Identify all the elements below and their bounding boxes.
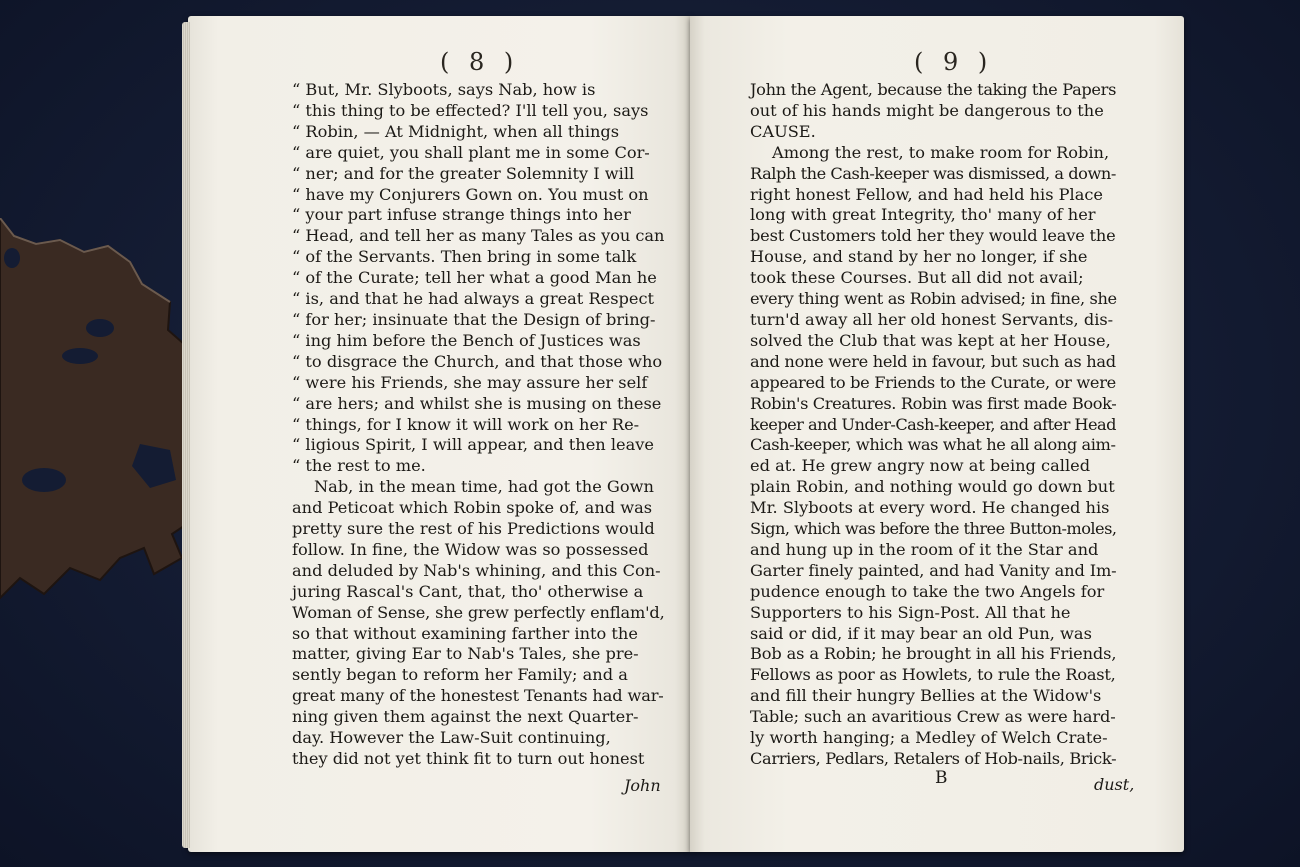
- text-line: Fellows as poor as Howlets, to rule the Roast,: [750, 665, 1116, 685]
- text-line: “ this thing to be effected? I'll tell you, says: [292, 100, 649, 120]
- text-line: Bob as a Robin; he brought in all his Friends,: [750, 644, 1117, 664]
- text-line: “ have my Conjurers Gown on. You must on: [292, 184, 649, 204]
- text-line: “ Head, and tell her as many Tales as you can: [292, 226, 665, 246]
- text-line: turn'd away all her old honest Servants, dis-: [750, 309, 1114, 329]
- text-line: ed at. He grew angry now at being called: [750, 456, 1091, 476]
- page-number-9: ( 9 ): [914, 48, 994, 76]
- text-line: great many of the honestest Tenants had war-: [292, 686, 664, 706]
- text-line: Garter finely painted, and had Vanity and Im-: [750, 560, 1117, 580]
- text-line: “ were his Friends, she may assure her self: [292, 372, 648, 392]
- text-line: “ ligious Spirit, I will appear, and then leave: [292, 435, 655, 455]
- text-line: Among the rest, to make room for Robin,: [772, 142, 1110, 162]
- text-line: matter, giving Ear to Nab's Tales, she pre-: [292, 644, 639, 664]
- text-line: Table; such an avaritious Crew as were hard-: [750, 707, 1116, 727]
- text-line: they did not yet think fit to turn out honest: [292, 749, 645, 768]
- text-line: John the Agent, because the taking the Papers: [750, 80, 1117, 99]
- text-line: pudence enough to take the two Angels for: [750, 581, 1105, 601]
- text-line: and deluded by Nab's whining, and this Con-: [292, 560, 661, 580]
- text-line: Robin's Creatures. Robin was first made Book-: [750, 393, 1117, 413]
- text-line: “ of the Curate; tell her what a good Man he: [292, 268, 657, 288]
- text-line: ly worth hanging; a Medley of Welch Crate-: [750, 728, 1108, 748]
- text-line: juring Rascal's Cant, that, tho' otherwise a: [292, 581, 644, 601]
- text-line: solved the Club that was kept at her House,: [750, 330, 1111, 350]
- right-page-text: [750, 80, 1116, 770]
- signature-mark: B: [935, 768, 948, 788]
- text-line: every thing went as Robin advised; in fine, she: [750, 289, 1117, 309]
- text-line: “ ner; and for the greater Solemnity I will: [292, 163, 635, 183]
- text-line: Carriers, Pedlars, Retalers of Hob-nails, Brick-: [750, 749, 1117, 768]
- text-line: “ But, Mr. Slyboots, says Nab, how is: [292, 80, 596, 99]
- text-line: keeper and Under-Cash-keeper, and after Head: [750, 414, 1116, 434]
- text-line: best Customers told her they would leave the: [750, 226, 1116, 246]
- text-line: “ is, and that he had always a great Respect: [292, 289, 655, 309]
- text-line: out of his hands might be dangerous to the: [750, 100, 1104, 120]
- text-line: “ things, for I know it will work on her Re-: [292, 414, 640, 434]
- text-line: pretty sure the rest of his Predictions would: [292, 519, 655, 539]
- left-page-text: [292, 80, 664, 770]
- text-line: Cash-keeper, which was what he all along aim-: [750, 435, 1116, 455]
- open-book: [188, 16, 1184, 852]
- page-edges: [182, 22, 190, 848]
- text-line: said or did, if it may bear an old Pun, was: [750, 623, 1092, 643]
- text-line: day. However the Law-Suit continuing,: [292, 728, 611, 748]
- text-line: CAUSE.: [750, 121, 816, 141]
- text-line: Woman of Sense, she grew perfectly enflam'd,: [292, 602, 665, 622]
- text-line: Mr. Slyboots at every word. He changed his: [750, 498, 1110, 518]
- text-line: and none were held in favour, but such as had: [750, 351, 1116, 371]
- catchword: dust,: [1094, 775, 1135, 794]
- text-line: “ of the Servants. Then bring in some talk: [292, 247, 637, 267]
- text-line: “ are quiet, you shall plant me in some Cor-: [292, 142, 650, 162]
- text-line: Sign, which was before the three Button-moles,: [750, 519, 1117, 539]
- text-line: appeared to be Friends to the Curate, or were: [750, 372, 1116, 392]
- text-line: “ for her; insinuate that the Design of bring-: [292, 309, 656, 329]
- text-line: “ your part infuse strange things into her: [292, 205, 631, 225]
- text-line: Supporters to his Sign-Post. All that he: [750, 602, 1071, 622]
- text-line: “ ing him before the Bench of Justices was: [292, 330, 641, 350]
- text-line: and hung up in the room of it the Star and: [750, 539, 1099, 559]
- text-line: long with great Integrity, tho' many of her: [750, 205, 1096, 225]
- left-page: [188, 16, 690, 852]
- text-line: plain Robin, and nothing would go down but: [750, 477, 1115, 497]
- text-line: took these Courses. But all did not avail;: [750, 268, 1084, 288]
- text-line: sently began to reform her Family; and a: [292, 665, 628, 685]
- text-line: “ to disgrace the Church, and that those who: [292, 351, 663, 371]
- text-line: Nab, in the mean time, had got the Gown: [314, 477, 654, 497]
- text-line: “ the rest to me.: [292, 456, 426, 476]
- text-line: Ralph the Cash-keeper was dismissed, a down-: [750, 163, 1116, 183]
- text-line: “ Robin, — At Midnight, when all things: [292, 121, 620, 141]
- text-line: and fill their hungry Bellies at the Widow's: [750, 686, 1102, 706]
- text-line: ning given them against the next Quarter-: [292, 707, 639, 727]
- right-page: [690, 16, 1184, 852]
- page-number-8: ( 8 ): [440, 48, 520, 76]
- text-line: so that without examining farther into the: [292, 623, 638, 643]
- text-line: right honest Fellow, and had held his Place: [750, 184, 1104, 204]
- text-line: and Peticoat which Robin spoke of, and was: [292, 498, 653, 518]
- catchword: John: [624, 776, 661, 795]
- text-line: “ are hers; and whilst she is musing on these: [292, 393, 662, 413]
- text-line: House, and stand by her no longer, if she: [750, 247, 1088, 267]
- text-line: follow. In fine, the Widow was so possessed: [292, 539, 649, 559]
